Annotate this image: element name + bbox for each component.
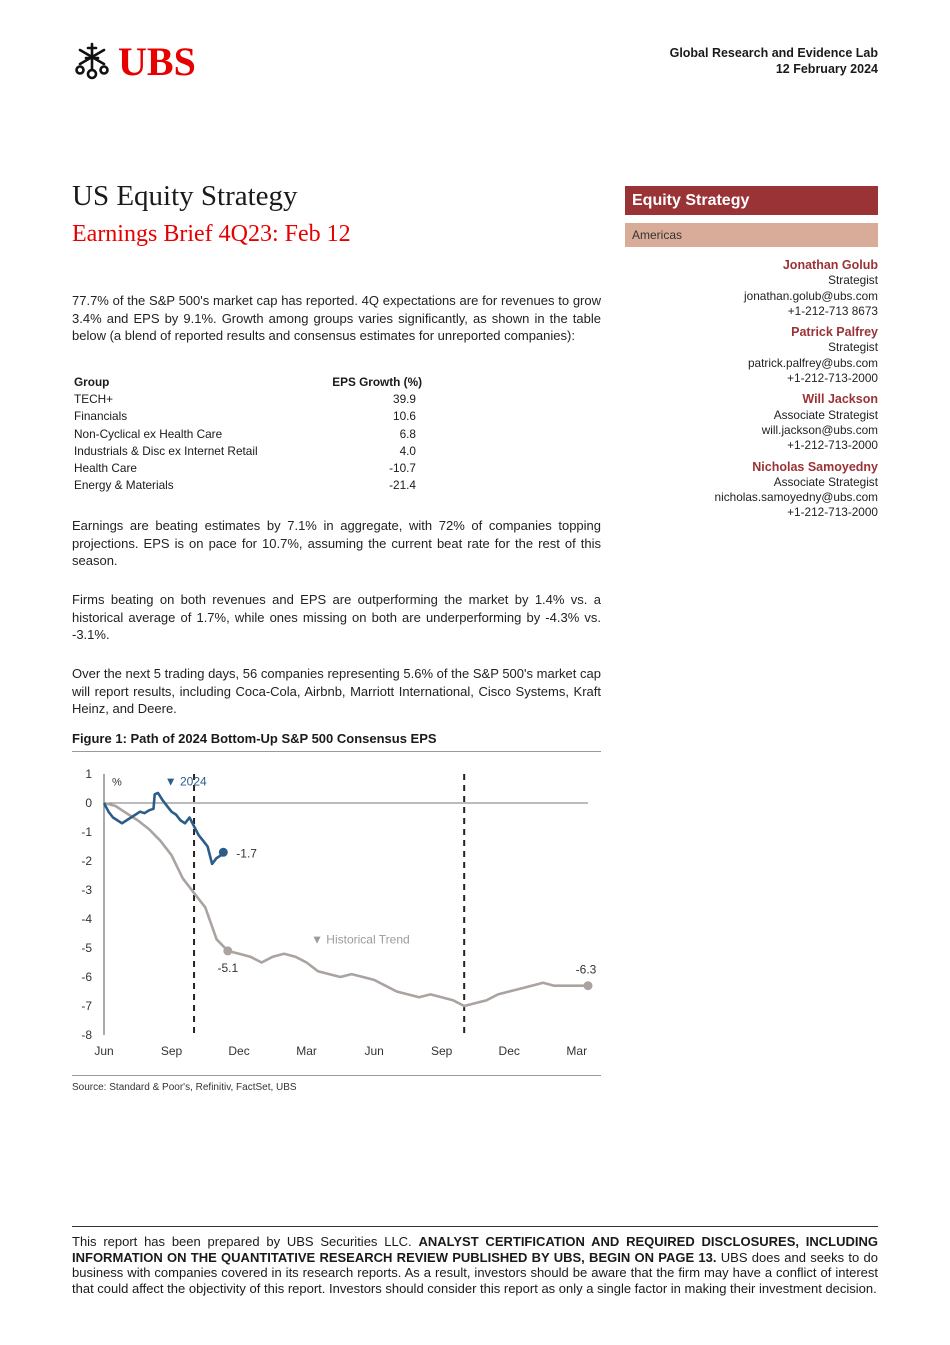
figure-bottom-rule — [72, 1075, 601, 1076]
ubs-logo — [72, 38, 196, 85]
analyst-email[interactable]: nicholas.samoyedny@ubs.com — [714, 490, 878, 505]
historical-start-marker — [223, 946, 232, 955]
y-tick-label: -6 — [81, 970, 92, 984]
y-tick-label: -1 — [81, 825, 92, 839]
analyst-name: Jonathan Golub — [782, 258, 878, 272]
column-header-group: Group — [74, 374, 110, 389]
x-tick-label: Dec — [498, 1044, 520, 1058]
series-2024-line — [104, 793, 223, 864]
y-tick-label: -2 — [81, 854, 92, 868]
series-2024-legend: ▼ 2024 — [164, 774, 207, 789]
eps-growth-table — [72, 373, 432, 494]
analyst-name: Patrick Palfrey — [791, 325, 878, 340]
x-tick-label: Dec — [228, 1044, 250, 1058]
analyst-name: Will Jackson — [802, 392, 878, 407]
x-tick-label: Sep — [160, 1044, 183, 1058]
table-row — [72, 408, 432, 425]
analyst-name: Nicholas Samoyedny — [752, 459, 878, 474]
sidebar-region: Americas — [625, 223, 878, 247]
group-cell: Financials — [74, 409, 128, 424]
table-row — [72, 459, 432, 476]
analyst-card — [715, 460, 878, 521]
y-tick-label: 0 — [85, 796, 92, 810]
value-cell: 4.0 — [399, 443, 416, 458]
series-2024-end-label: -1.7 — [236, 846, 257, 861]
intro-paragraph: 77.7% of the S&P 500's market cap has reported. 4Q expectations are for revenues to grow 3.4% and EPS by 9.1%. Growth among groups varies significantly, as shown in the table below (a blend of reported results and consensus estimates for unreported companies): — [72, 293, 601, 343]
org-name: Global Research and Evidence Lab — [669, 46, 878, 60]
y-tick-label: -7 — [81, 999, 92, 1013]
analyst-phone: +1-212-713-2000 — [787, 505, 878, 520]
analyst-role: Strategist — [828, 273, 878, 288]
paragraph-beats: Earnings are beating estimates by 7.1% in aggregate, with 72% of companies topping projections. EPS is on pace for 10.7%, assuming the current beat rate for the rest of this season. — [72, 518, 601, 568]
y-tick-label: -4 — [81, 912, 92, 926]
footer-rest: UBS does and seeks to do business with companies covered in its research reports. As a result, investors should be aware that the firm may have a conflict of interest that could affect the objectivity of this report. Investors should consider this report as only a single factor in making their investment decision. — [72, 1249, 879, 1296]
x-tick-label: Mar — [566, 1044, 588, 1058]
x-tick-label: Jun — [364, 1044, 384, 1058]
value-cell: 6.8 — [399, 426, 416, 441]
historical-start-label: -5.1 — [217, 960, 239, 975]
group-cell: TECH+ — [74, 391, 114, 406]
group-cell: Non-Cyclical ex Health Care — [74, 426, 223, 441]
figure-top-rule — [72, 751, 601, 752]
y-tick-label: 1 — [85, 767, 92, 781]
y-tick-label: -3 — [81, 883, 92, 897]
analyst-phone: +1-212-713-2000 — [787, 371, 878, 386]
analyst-card — [715, 392, 878, 453]
column-header-eps: EPS Growth (%) — [332, 374, 422, 389]
page-subtitle: Earnings Brief 4Q23: Feb 12 — [72, 221, 351, 247]
y-tick-label: -5 — [81, 941, 92, 955]
footer-bold: ANALYST CERTIFICATION AND REQUIRED DISCLOSURES, INCLUDING INFORMATION ON THE QUANTITATIVE RESEARCH REVIEW PUBLISHED BY UBS, BEGIN ON PAGE 13. — [72, 1234, 878, 1265]
x-tick-label: Mar — [296, 1044, 317, 1058]
sidebar-heading: Equity Strategy — [625, 186, 878, 215]
analyst-phone: +1-212-713-2000 — [787, 438, 878, 453]
value-cell: 10.6 — [393, 409, 416, 424]
paragraph-performance: Firms beating on both revenues and EPS are outperforming the market by 1.4% vs. a historical average of 1.7%, while ones missing on both are underperforming by -4.3% vs. -3.1%. — [72, 592, 601, 642]
table-row — [72, 425, 432, 442]
analyst-role: Strategist — [828, 340, 878, 355]
group-cell: Industrials & Disc ex Internet Retail — [74, 443, 258, 458]
footer-intro: This report has been prepared by UBS Securities LLC. — [72, 1234, 419, 1249]
value-cell: 39.9 — [393, 391, 416, 406]
logo-text: UBS — [118, 39, 196, 84]
analyst-phone: +1-212-713 8673 — [787, 303, 878, 318]
analyst-role: Associate Strategist — [773, 407, 878, 422]
report-header — [670, 45, 878, 77]
y-axis-unit-label: % — [112, 776, 122, 789]
figure-title: Figure 1: Path of 2024 Bottom-Up S&P 500 Consensus EPS — [72, 731, 437, 746]
group-cell: Energy & Materials — [74, 478, 174, 493]
footer-rule — [72, 1226, 878, 1227]
analyst-email[interactable]: will.jackson@ubs.com — [761, 422, 878, 437]
analyst-card — [715, 325, 878, 386]
historical-trend-legend: ▼ Historical Trend — [311, 932, 410, 947]
table-row — [72, 390, 432, 407]
value-cell: -10.7 — [389, 461, 416, 476]
historical-trend-line — [104, 803, 588, 1006]
figure-source: Source: Standard & Poor's, Refinitiv, FactSet, UBS — [72, 1082, 297, 1093]
table-row — [72, 442, 432, 459]
y-tick-label: -8 — [81, 1028, 92, 1042]
table-row — [72, 477, 432, 494]
group-cell: Health Care — [74, 461, 137, 476]
disclosure-footer — [72, 1234, 878, 1296]
table-header-row — [72, 373, 432, 390]
analyst-list — [715, 258, 878, 521]
value-cell: -21.4 — [389, 478, 416, 493]
x-tick-label: Sep — [430, 1044, 453, 1058]
historical-end-marker — [584, 981, 593, 990]
analyst-card — [715, 258, 878, 319]
page-title: US Equity Strategy — [72, 180, 298, 212]
analyst-email[interactable]: jonathan.golub@ubs.com — [744, 288, 878, 303]
report-date: 12 February 2024 — [775, 62, 878, 76]
analyst-role: Associate Strategist — [773, 474, 878, 489]
analyst-email[interactable]: patrick.palfrey@ubs.com — [748, 355, 878, 370]
historical-end-label: -6.3 — [575, 962, 597, 977]
x-tick-label: Jun — [94, 1044, 114, 1058]
paragraph-upcoming: Over the next 5 trading days, 56 companies representing 5.6% of the S&P 500's market cap will report results, including Coca-Cola, Airbnb, Marriott International, Cisco Systems, Kraft Heinz, and Deere. — [72, 666, 601, 716]
series-2024-end-marker — [219, 848, 228, 857]
eps-chart — [60, 760, 605, 1070]
keys-emblem-icon — [72, 40, 112, 84]
